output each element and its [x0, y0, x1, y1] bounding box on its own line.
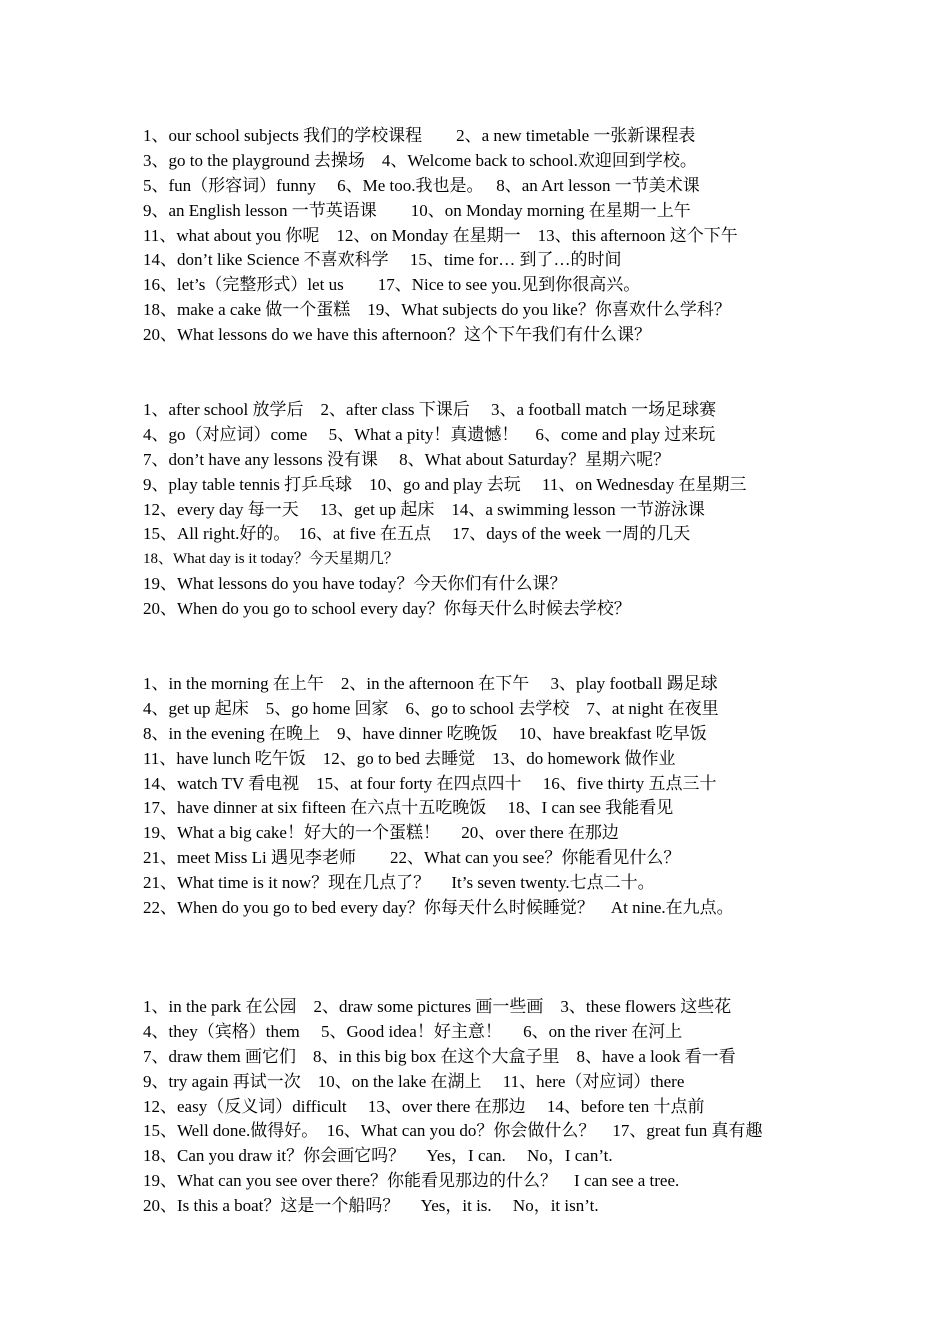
vocab-line: 11、what about you 你呢 12、on Monday 在星期一 13、this afternoon 这个下午: [143, 225, 738, 245]
vocab-line: 20、Is this a boat？这是一个船吗？ Yes，it is. No，it isn’t.: [143, 1196, 599, 1216]
vocab-line: 4、they（宾格）them 5、Good idea！好主意！ 6、on the river 在河上: [143, 1021, 683, 1041]
vocab-line: 9、an English lesson 一节英语课 10、on Monday morning 在星期一上午: [143, 200, 691, 220]
vocab-line: 16、let’s（完整形式）let us 17、Nice to see you.见到你很高兴。: [143, 275, 641, 295]
vocab-line: 21、What time is it now？现在几点了？ It’s seven twenty.七点二十。: [143, 873, 655, 893]
vocab-line: 9、try again 再试一次 10、on the lake 在湖上 11、here（对应词）there: [143, 1071, 685, 1091]
vocab-line: 8、in the evening 在晚上 9、have dinner 吃晚饭 10、have breakfast 吃早饭: [143, 723, 707, 743]
vocab-line: 1、in the park 在公园 2、draw some pictures 画一些画 3、these flowers 这些花: [143, 997, 732, 1016]
vocab-line: 20、When do you go to school every day？你每天什么时候去学校？: [143, 599, 631, 619]
vocab-line: 5、fun（形容词）funny 6、Me too.我也是。 8、an Art lesson 一节美术课: [143, 175, 700, 195]
vocab-line: 7、don’t have any lessons 没有课 8、What about Saturday？星期六呢？: [143, 449, 671, 469]
vocab-line: 1、in the morning 在上午 2、in the afternoon 在下午 3、play football 踢足球: [143, 674, 718, 693]
vocab-line: 7、draw them 画它们 8、in this big box 在这个大盒子里 8、have a look 看一看: [143, 1046, 736, 1066]
vocab-line: 15、Well done.做得好。 16、What can you do？你会做什么？ 17、great fun 真有趣: [143, 1121, 763, 1141]
vocab-line: 9、play table tennis 打乒乓球 10、go and play 去玩 11、on Wednesday 在星期三: [143, 474, 747, 494]
vocab-line: 15、All right.好的。 16、at five 在五点 17、days of the week 一周的几天: [143, 524, 691, 544]
vocab-line: 12、easy（反义词）difficult 13、over there 在那边 14、before ten 十点前: [143, 1096, 705, 1116]
vocab-line: 20、What lessons do we have this afternoon？这个下午我们有什么课？: [143, 325, 652, 345]
vocab-line: 18、Can you draw it？你会画它吗？ Yes，I can. No，I can’t.: [143, 1146, 613, 1166]
vocab-line: 1、after school 放学后 2、after class 下课后 3、a football match 一场足球赛: [143, 400, 717, 419]
vocab-line: 22、When do you go to bed every day？你每天什么时候睡觉？ At nine.在九点。: [143, 898, 734, 918]
vocab-line: 4、get up 起床 5、go home 回家 6、go to school 去学校 7、at night 在夜里: [143, 698, 719, 718]
vocab-line: 21、meet Miss Li 遇见李老师 22、What can you see？你能看见什么？: [143, 848, 681, 868]
vocab-line: 18、make a cake 做一个蛋糕 19、What subjects do you like？你喜欢什么学科？: [143, 300, 731, 320]
vocab-line: 19、What can you see over there？你能看见那边的什么？ I can see a tree.: [143, 1171, 680, 1191]
vocab-line: 12、every day 每一天 13、get up 起床 14、a swimming lesson 一节游泳课: [143, 499, 705, 519]
vocab-line: 17、have dinner at six fifteen 在六点十五吃晚饭 18、I can see 我能看见: [143, 798, 674, 818]
vocab-section-2: [143, 398, 923, 622]
vocab-line: 19、What lessons do you have today？今天你们有什么课？: [143, 574, 567, 594]
vocab-line: 11、have lunch 吃午饭 12、go to bed 去睡觉 13、do homework 做作业: [143, 748, 676, 768]
vocab-line: 14、don’t like Science 不喜欢科学 15、time for… 到了…的时间: [143, 250, 622, 270]
vocab-section-3: [143, 672, 923, 921]
vocab-line: 1、our school subjects 我们的学校课程 2、a new timetable 一张新课程表: [143, 126, 696, 145]
vocab-line: 14、watch TV 看电视 15、at four forty 在四点四十 16、five thirty 五点三十: [143, 773, 717, 793]
vocab-section-1: [143, 124, 923, 348]
vocab-line: 18、What day is it today？今天星期几？: [143, 551, 399, 568]
vocab-line: 3、go to the playground 去操场 4、Welcome back to school.欢迎回到学校。: [143, 150, 697, 170]
vocab-line: 19、What a big cake！好大的一个蛋糕！ 20、over there 在那边: [143, 823, 619, 843]
vocab-section-4: [143, 995, 923, 1219]
vocab-line: 4、go（对应词）come 5、What a pity！真遗憾！ 6、come and play 过来玩: [143, 424, 716, 444]
